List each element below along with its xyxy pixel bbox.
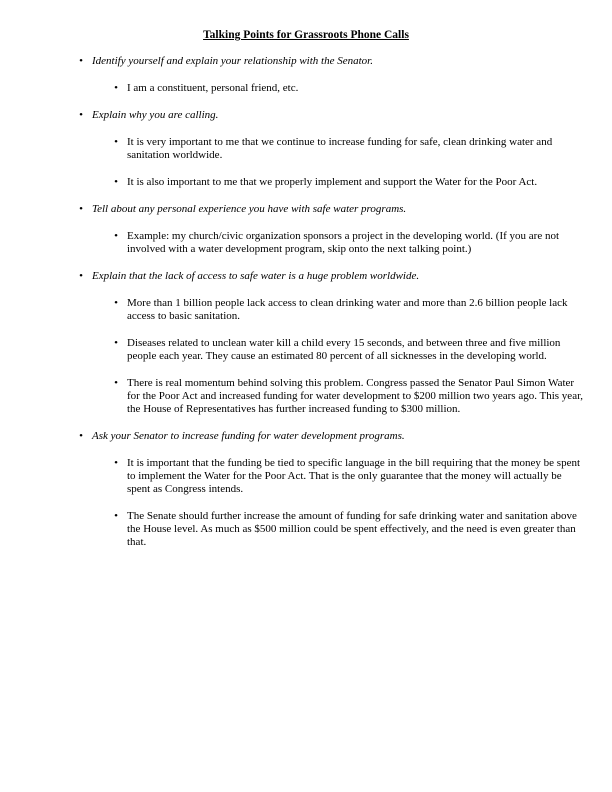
talking-points-list	[0, 55, 612, 563]
sub-point-text: It is important that the funding be tied to specific language in the bill requiring that the money be spent to implement the Water for the Poor Act. That is the only guarantee that the money will actually be spent as Congress intends.	[127, 457, 581, 495]
sub-point-text: Example: my church/civic organization sponsors a project in the developing world. (If you are not involved with a water development program, skip onto the next talking point.)	[127, 230, 560, 255]
sub-point-text: More than 1 billion people lack access to clean drinking water and more than 2.6 billion people lack access to basic sanitation.	[127, 297, 568, 322]
bullet-icon: •	[114, 176, 118, 188]
bullet-icon: •	[79, 109, 83, 121]
document-title: Talking Points for Grassroots Phone Calls	[203, 29, 409, 41]
sub-point-text: There is real momentum behind solving this problem. Congress passed the Senator Paul Simon Water for the Poor Act and increased funding for water development to $200 million two years ago. This year, the House of Representatives has further increased funding to $300 million.	[127, 377, 584, 415]
section-item	[0, 203, 612, 256]
sub-point-text: It is very important to me that we continue to increase funding for safe, clean drinking water and sanitation worldwide.	[127, 136, 553, 161]
section-heading: Explain that the lack of access to safe water is a huge problem worldwide.	[92, 270, 420, 282]
section-item	[0, 270, 612, 416]
sub-point	[0, 297, 612, 323]
bullet-icon: •	[79, 55, 83, 67]
sub-point	[0, 176, 612, 189]
sub-points	[0, 230, 612, 256]
bullet-icon: •	[114, 136, 118, 148]
section-heading: Explain why you are calling.	[92, 109, 219, 121]
bullet-icon: •	[114, 337, 118, 349]
section-heading: Tell about any personal experience you have with safe water programs.	[92, 203, 407, 215]
sub-points	[0, 457, 612, 549]
sub-point	[0, 337, 612, 363]
bullet-icon: •	[114, 297, 118, 309]
bullet-icon: •	[79, 430, 83, 442]
bullet-icon: •	[114, 510, 118, 522]
sub-point	[0, 377, 612, 416]
sub-point	[0, 230, 612, 256]
sub-point	[0, 82, 612, 95]
sub-points	[0, 82, 612, 95]
bullet-icon: •	[114, 457, 118, 469]
sub-point-text: I am a constituent, personal friend, etc.	[127, 82, 299, 94]
sub-points	[0, 297, 612, 416]
bullet-icon: •	[114, 82, 118, 94]
sub-point-text: Diseases related to unclean water kill a child every 15 seconds, and between three and five million people each year. They cause an estimated 80 percent of all sicknesses in the developing world.	[127, 337, 561, 362]
sub-point	[0, 510, 612, 549]
sub-point-text: It is also important to me that we properly implement and support the Water for the Poor Act.	[127, 176, 538, 188]
sub-point-text: The Senate should further increase the amount of funding for safe drinking water and sanitation above the House level. As much as $500 million could be spent effectively, and the need is even greater than that.	[127, 510, 577, 548]
bullet-icon: •	[114, 230, 118, 242]
section-item	[0, 430, 612, 549]
section-heading: Identify yourself and explain your relationship with the Senator.	[92, 55, 373, 67]
section-item	[0, 109, 612, 189]
bullet-icon: •	[114, 377, 118, 389]
sub-point	[0, 136, 612, 162]
sub-points	[0, 136, 612, 189]
sub-point	[0, 457, 612, 496]
bullet-icon: •	[79, 203, 83, 215]
section-item	[0, 55, 612, 95]
bullet-icon: •	[79, 270, 83, 282]
section-heading: Ask your Senator to increase funding for water development programs.	[92, 430, 405, 442]
